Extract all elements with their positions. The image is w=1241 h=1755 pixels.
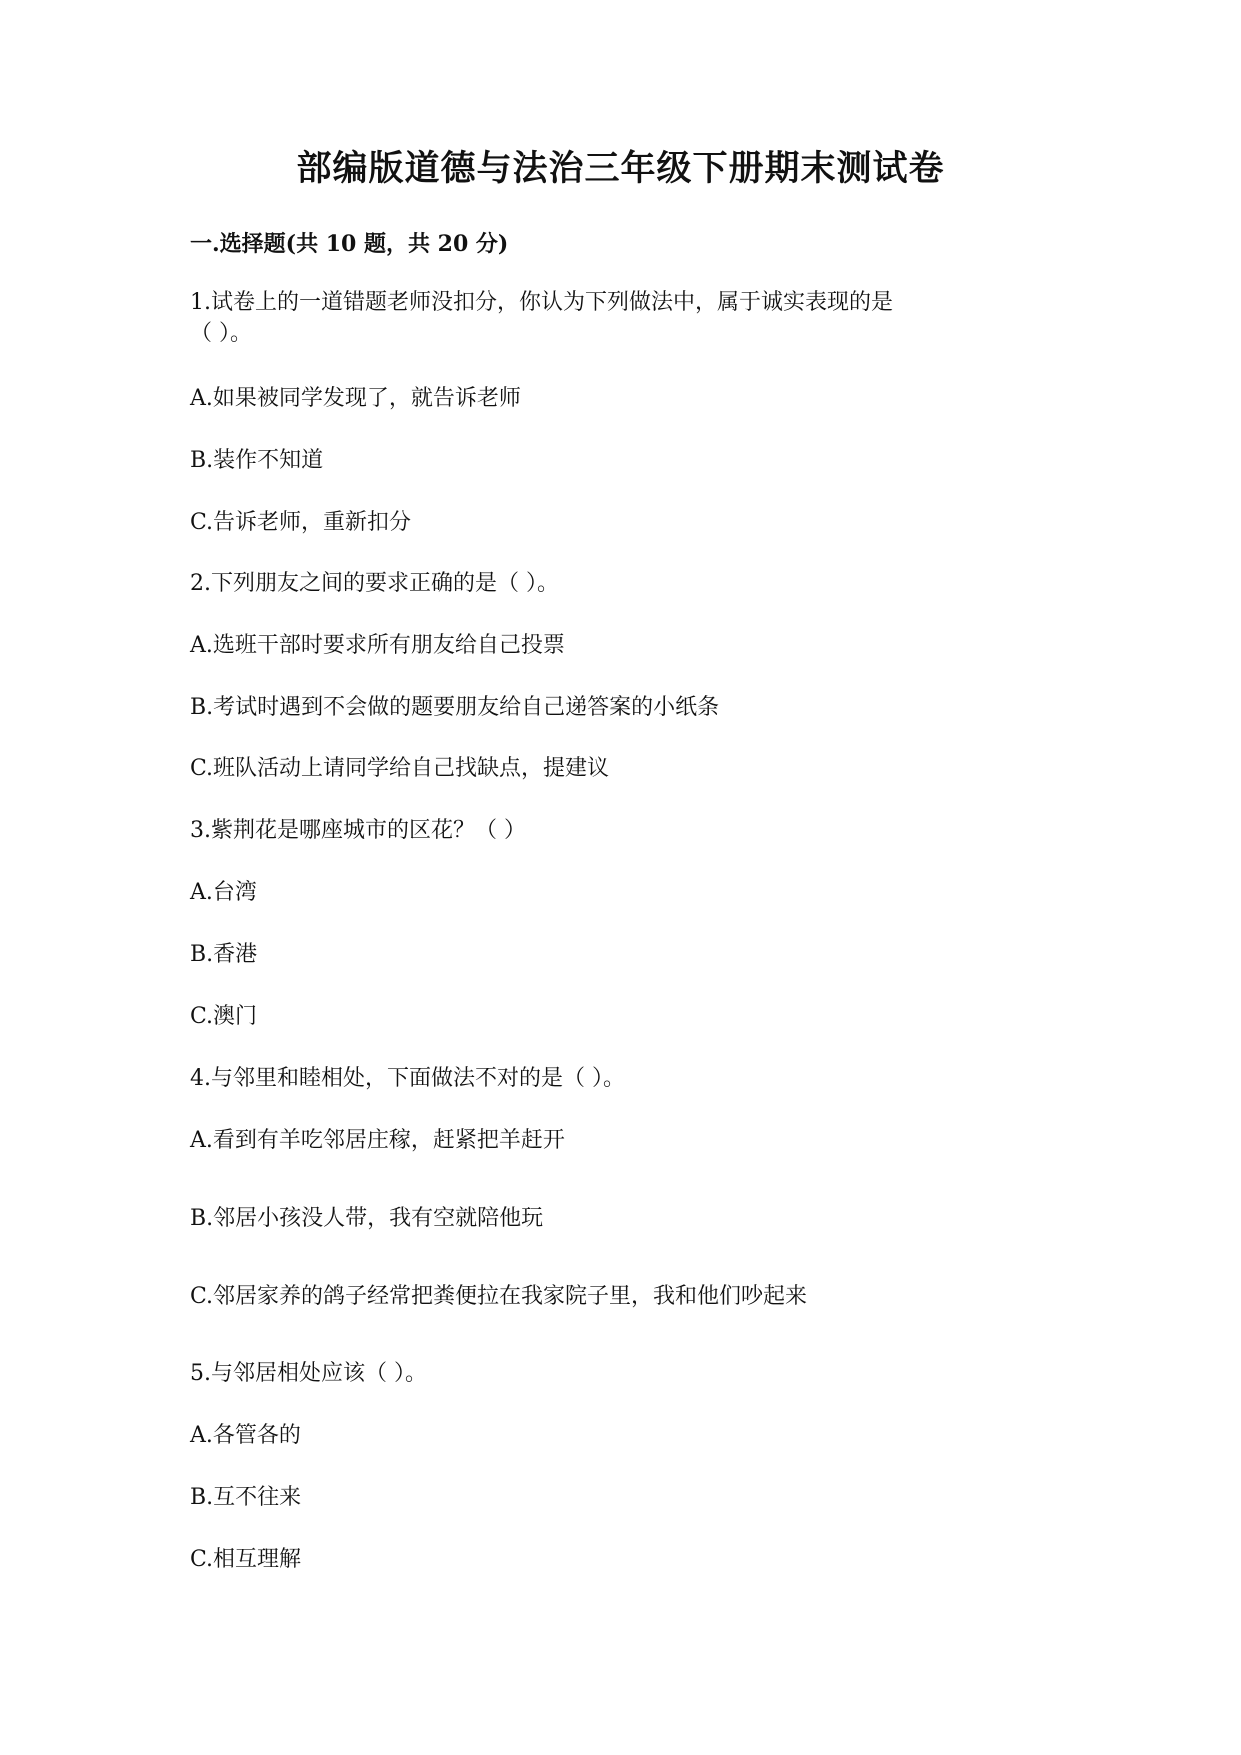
question-3-option-b: B.香港 [190,942,258,967]
question-1-stem-line-1: 1.试卷上的一道错题老师没扣分，你认为下列做法中，属于诚实表现的是 [190,290,893,315]
question-5-option-c: C.相互理解 [190,1547,302,1572]
question-1-stem-line-2: （ ）。 [190,321,252,346]
question-2-option-a: A.选班干部时要求所有朋友给自己投票 [190,633,565,658]
question-1-option-b: B.装作不知道 [190,448,324,473]
question-5-stem: 5.与邻居相处应该（ ）。 [190,1361,427,1386]
question-5-option-a: A.各管各的 [190,1423,301,1448]
section-heading: 一.选择题(共 10 题，共 20 分) [190,231,509,257]
question-3-option-a: A.台湾 [190,880,257,905]
question-4-option-b: B.邻居小孩没人带，我有空就陪他玩 [190,1206,544,1231]
question-1-option-c: C.告诉老师，重新扣分 [190,510,412,535]
question-2-option-b: B.考试时遇到不会做的题要朋友给自己递答案的小纸条 [190,695,720,720]
question-3-option-c: C.澳门 [190,1004,258,1029]
question-2-option-c: C.班队活动上请同学给自己找缺点，提建议 [190,756,610,781]
question-5-option-b: B.互不往来 [190,1485,302,1510]
page-title: 部编版道德与法治三年级下册期末测试卷 [296,148,945,189]
question-4-stem: 4.与邻里和睦相处，下面做法不对的是（ ）。 [190,1066,625,1091]
question-1-option-a: A.如果被同学发现了，就告诉老师 [190,386,521,411]
question-4-option-a: A.看到有羊吃邻居庄稼，赶紧把羊赶开 [190,1128,565,1153]
question-2-stem: 2.下列朋友之间的要求正确的是（ ）。 [190,571,559,596]
question-4-option-c: C.邻居家养的鸽子经常把粪便拉在我家院子里，我和他们吵起来 [190,1284,808,1309]
question-3-stem: 3.紫荆花是哪座城市的区花？（ ） [190,818,526,843]
